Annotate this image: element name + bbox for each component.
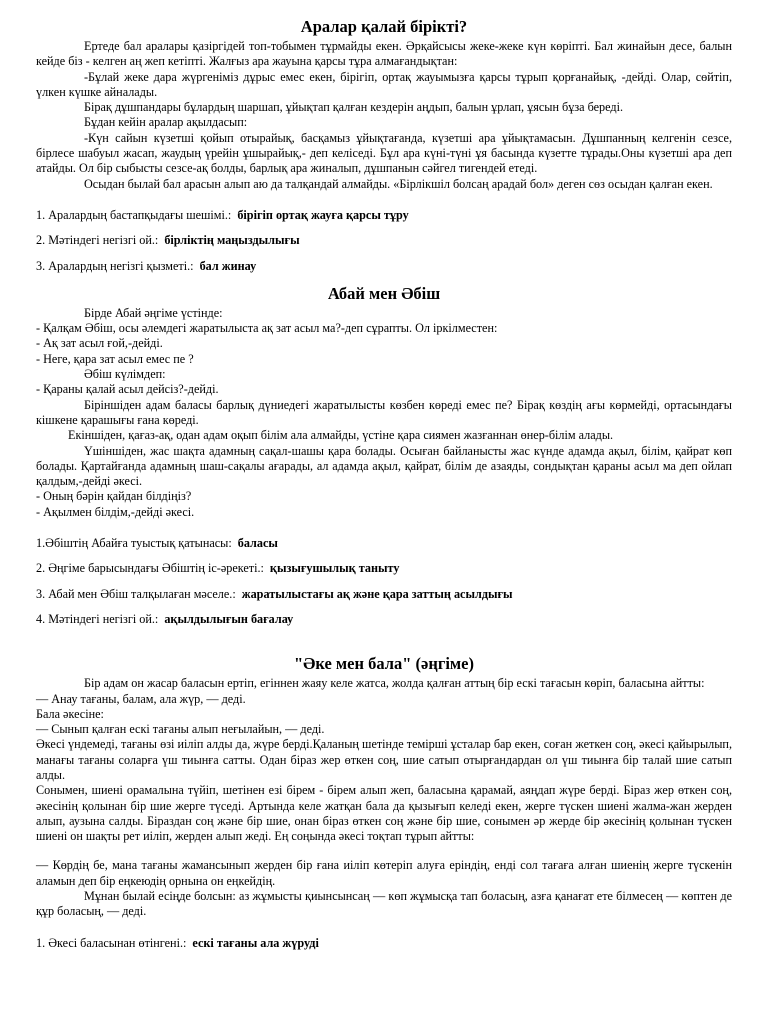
section-father-son [36, 654, 732, 951]
question-item [36, 536, 732, 551]
paragraph: Сонымен, шиені орамалына түйіп, шетінен езі бірем - бірем алып жеп, баласына қарамай, аяңдап жүре берді. Біраз жер өткен соң, әкесінің қолынан бір шие жерге түседі. Артында келе жатқан бала да қызығып келеді екен, жерге түскен шиені жалма-жан жерден алып, аузына салды. Біраздан соң және бір шие, онан біраз өткен соң және бір шие, сонымен әр жерде бір әкесінің қолынан түскен шиені он шақты рет иіліп, жерден алып жеді. Ең соңында әкесі тоқтап тұрып айтты: [36, 783, 732, 844]
dialogue-line: Бала әкесіне: [36, 706, 104, 721]
question-list [36, 936, 732, 951]
paragraph: Бұдан кейін аралар ақылдасып: [84, 115, 248, 130]
answer-text: қызығушылық таныту [269, 561, 400, 576]
section-bees [36, 17, 732, 274]
dialogue-line: - Оның бәрін қайдан білдіңіз? [36, 489, 192, 504]
answer-text: ескі тағаны ала жүруді [192, 935, 319, 950]
question-text: 2. Мәтіндегі негізгі ой.: [36, 233, 159, 248]
paragraph: Бір адам он жасар баласын ертіп, егіннен жаяу келе жатса, жолда қалған аттың бір ескі тағасын көріп, баласына айтты: [84, 676, 705, 691]
dialogue-line: — Сынып қалған ескі тағаны алып неғылайын, — деді. [36, 722, 325, 737]
dialogue-line: - Неге, қара зат асыл емес пе ? [36, 351, 194, 366]
paragraph: Бірде Абай әңгіме үстінде: [84, 305, 223, 320]
answer-text: бірігіп ортақ жауға қарсы тұру [237, 207, 409, 222]
question-item [36, 259, 732, 274]
section-title: "Әке мен бала" (әңгіме) [294, 654, 474, 674]
answer-text: бал жинау [199, 258, 257, 273]
answer-text: ақылдылығын бағалау [164, 611, 294, 626]
paragraph: Бірақ дұшпандары бұлардың шаршап, ұйықтап қалған кездерін аңдып, балын ұрлап, ұясын бұза береді. [84, 100, 624, 115]
question-item [36, 208, 732, 223]
paragraph: Екіншіден, қағаз-ақ, одан адам оқып білім ала алмайды, үстіне қара сиямен жазғаннан өнер-білім алады. [68, 428, 614, 443]
answer-text: бірліктің маңыздылығы [164, 233, 300, 248]
question-text: 1.Әбіштің Абайға туыстық қатынасы: [36, 536, 232, 551]
paragraph: Осыдан былай бал арасын алып аю да талқандай алмайды. «Бірлікшіл болсаң арадай бол» деген сөз осыдан қалған екен. [84, 176, 713, 191]
section-title: Абай мен Әбіш [327, 283, 441, 303]
question-text: 1. Аралардың бастапқыдағы шешімі.: [36, 207, 232, 222]
paragraph: Мұнан былай есіңде болсын: аз жұмысты қиынсынсаң — көп жұмысқа тап боласың, азға қанағат ете білмесең — көптен де құр боласың, — деді. [36, 889, 732, 919]
dialogue-line: - Ақылмен білдім,-дейді әкесі. [36, 504, 195, 519]
question-item [36, 936, 732, 951]
question-item [36, 587, 732, 602]
section-abai-abish [36, 284, 732, 627]
answer-text: жаратылыстағы ақ және қара заттың асылдығы [241, 586, 513, 601]
paragraph: Ертеде бал аралары қазіргідей топ-тобымен тұрмайды екен. Әрқайсысы жеке-жеке күн көріпті. Бал жинайын десе, балын кейде біз - келген аң жеп кетіпті. Жалғыз ара жауына қарсы тұра алмағандықтан: [36, 39, 732, 69]
dialogue-line: — Анау тағаны, балам, ала жүр, — деді. [36, 691, 246, 706]
question-item [36, 561, 732, 576]
answer-text: баласы [237, 536, 278, 551]
paragraph: Біріншіден адам баласы барлық дүниедегі жаратылысты көзбен көреді емес пе? Бірақ көздің ағы көрмейді, ортасындағы кішкене қарашығы ғана көреді. [36, 397, 732, 427]
question-text: 3. Абай мен Әбіш талқылаған мәселе.: [36, 586, 236, 601]
paragraph: Әкесі үндемеді, тағаны өзі иіліп алды да, жүре берді.Қаланың шетінде темірші ұсталар бар екен, соған жеткен соң, әкесі қайырылып, манағы тағаны соларға үш тиынға сатты. Одан біраз жер өткен соң, шие сатып отырғандардан ол үш тиынға бір талай шие сатып алды. [36, 737, 732, 782]
dialogue-line: - Қараны қалай асыл дейсіз?-дейді. [36, 382, 219, 397]
paragraph: — Көрдің бе, мана тағаны жамансынып жерден бір ғана иіліп көтеріп алуға еріндің, енді сол тағаға алған шиенің жерге түскенін аламын деп бір еңкеюдің орнына он еңкейдің. [36, 858, 732, 888]
question-text: 4. Мәтіндегі негізгі ой.: [36, 611, 159, 626]
paragraph: -Күн сайын күзетші қойып отырайық, басқамыз ұйықтағанда, күзетші ара ұйықтамасын. Дұшпанның келгенін сезсе, бірлесе шабуыл жасап, жаудың үрейін ұшырайық,- деп келіседі. Бұл ара күні-түні ұя басында күзетте тұрады.Оны күзетші ара деп атайды. Ол бір сыбысты сезсе-ақ болды, барлық ара жиналып, дұшпанын сәйгел тигендей етеді. [36, 130, 732, 176]
paragraph: Әбіш күлімдеп: [84, 367, 166, 382]
spacer [36, 844, 732, 858]
question-item [36, 233, 732, 248]
paragraph: -Бұлай жеке дара жүргеніміз дұрыс емес екен, бірігіп, ортақ жауымызға қарсы тұрып қорғанайық, -дейді. Олар, сөйтіп, үлкен күшке айналады. [36, 69, 732, 99]
dialogue-line: - Қалқам Әбіш, осы әлемдегі жаратылыста ақ зат асыл ма?-деп сұрапты. Ол іркілместен: [36, 321, 498, 336]
dialogue-line: - Ақ зат асыл ғой,-дейді. [36, 336, 163, 351]
question-list [36, 208, 732, 274]
question-text: 1. Әкесі баласынан өтінгені.: [36, 935, 187, 950]
question-item [36, 612, 732, 627]
spacer [36, 637, 732, 651]
question-text: 3. Аралардың негізгі қызметі.: [36, 258, 194, 273]
section-title: Аралар қалай бірікті? [300, 17, 468, 36]
paragraph: Үшіншіден, жас шақта адамның сақал-шашы қара болады. Осыған байланысты жас күнде адамда ақыл, білім, қайрат көп болады. Қартайғанда адамның шаш-сақалы ағарады, ал адамда ақыл, қайрат, білім де азаяды, сондықтан қараны асыл ма деп ойлап қалдым,-дейді әкесі. [36, 443, 732, 489]
question-text: 2. Әңгіме барысындағы Әбіштің іс-әрекеті.: [36, 561, 264, 576]
question-list [36, 536, 732, 627]
